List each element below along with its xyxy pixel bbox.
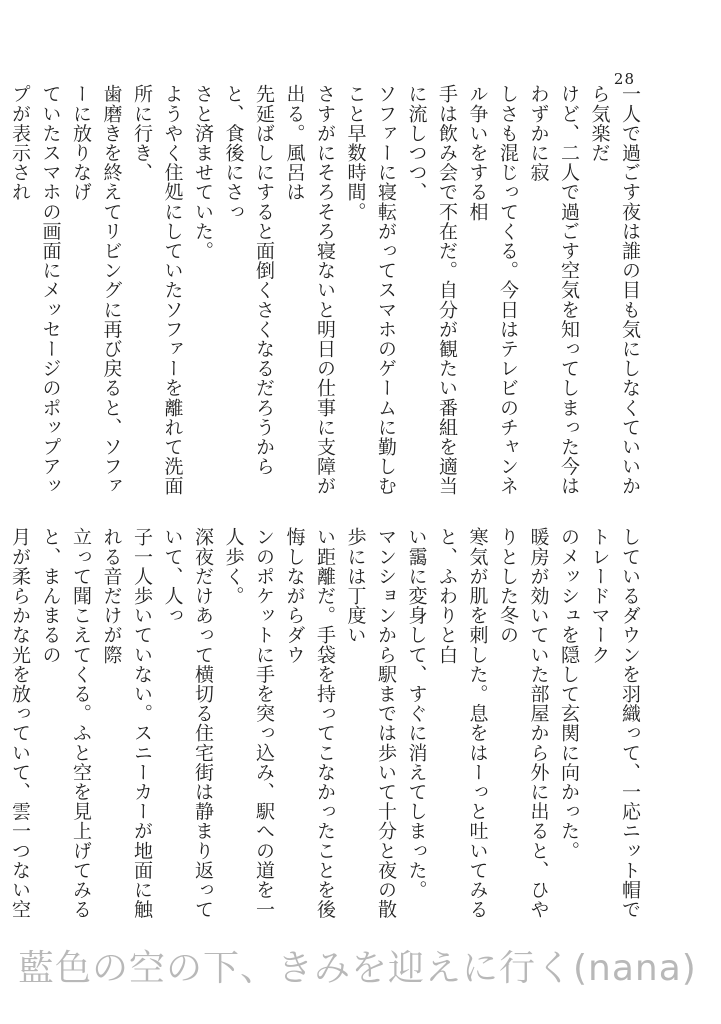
upper-paragraph-2: ようやく住処にしていたソファーを離れて洗面所に行き、 歯磨きを終えてリビングに再び戻ると、ソファーに放りなげ ていたスマホの画面にメッセージのポップアップが表示され: [9, 84, 184, 496]
lower-paragraph-3: マンションから駅までは歩いて十分と夜の散歩には丁度い い距離だ。手袋を持ってこなかったことを後悔しながらダウ ンのポケットに手を突っ込み、駅への道を一人歩く。: [222, 527, 397, 919]
lower-paragraph-2: 暖房が効いていた部屋から外に出ると、ひやりとした冬の 寒気が肌を刺した。息をはーっと吐いてみると、ふわりと白 い靄に変身して、すぐに消えてしまった。: [405, 527, 550, 919]
lower-text-block: [9, 527, 645, 937]
upper-paragraph-1: 一人で過ごす夜は誰の目も気にしなくていいから気楽だ けど、二人で過ごす空気を知ってしまった今はわずかに寂 しさも混じってくる。今日はテレビのチャンネル争いをする相 手は飲み会で不在だ。自分が観たい番組を適当に流しつつ、 ソファーに寝転がってスマホのゲームに勤しむこと早数時間。 さすがにそろそろ寝ないと明日の仕事に支障が出る。風呂は 先延ばしにすると面倒くさくなるだろうからと、食後にさっ さと済ませていた。: [192, 84, 641, 496]
page-number: 28: [613, 70, 635, 88]
upper-text-block: [9, 84, 645, 504]
lower-paragraph-1: しているダウンを羽織って、一応ニット帽でトレードマーク のメッシュを隠して玄関に向かった。: [558, 527, 641, 919]
footer-title: 藍色の空の下、きみを迎えに行く(nana): [18, 948, 697, 989]
lower-paragraph-4: 深夜だけあって横切る住宅街は静まり返っていて、人っ 子一人歩いていない。スニーカーが地面に触れる音だけが際 立って聞こえてくる。ふと空を見上げてみると、まんまるの 月が柔らかな光を放っていて、雲一つない空: [9, 527, 214, 919]
